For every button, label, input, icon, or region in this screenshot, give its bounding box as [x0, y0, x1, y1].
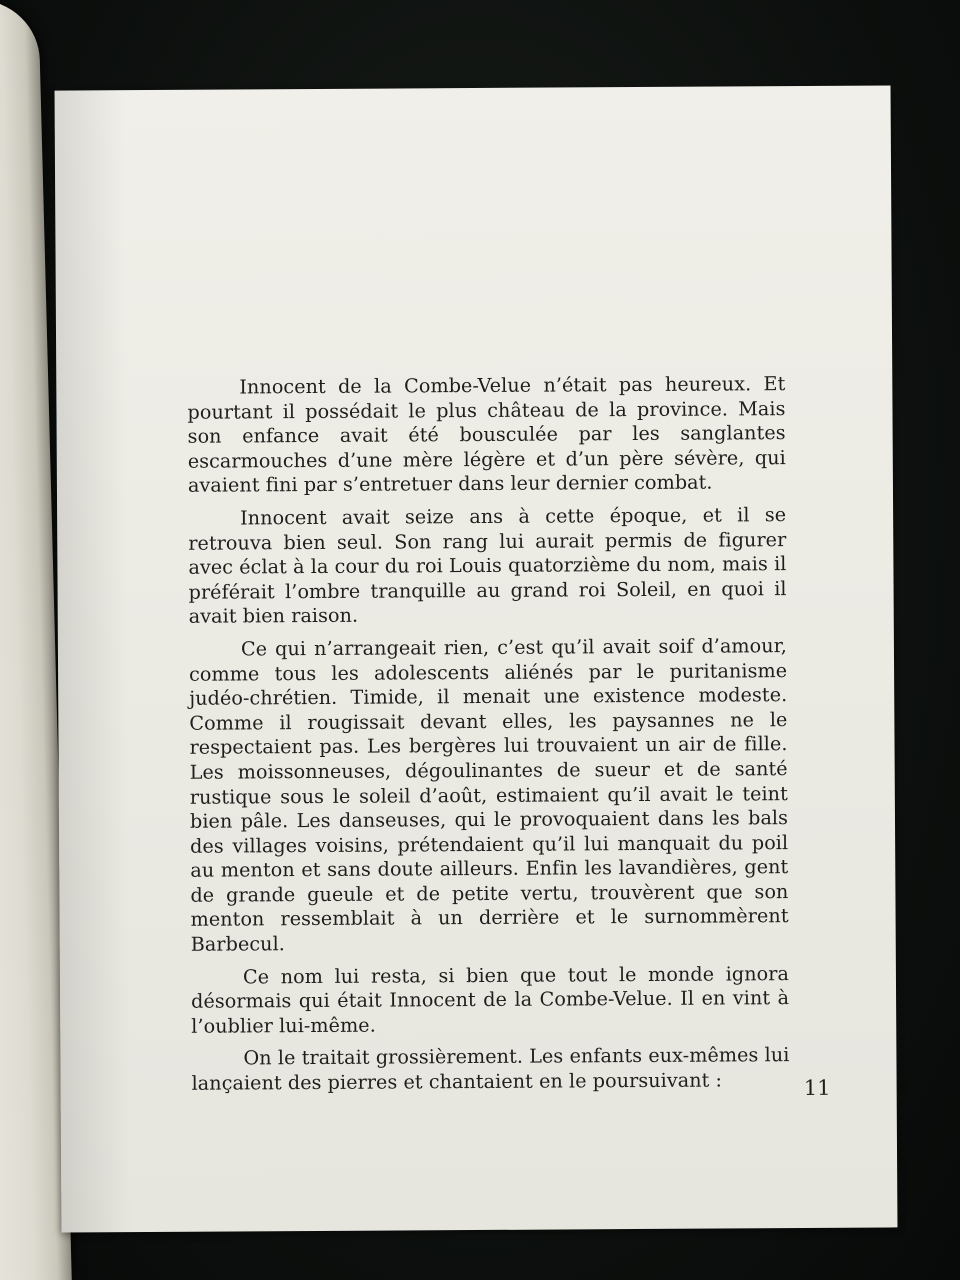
- paragraph-5: On le traitait grossièrement. Les enfants eux-mêmes lui lançaient des pierres et chantaient en le poursuivant :: [191, 1043, 790, 1095]
- body-text: [187, 372, 789, 1104]
- paragraph-1: Innocent de la Combe-Velue n’était pas heureux. Et pourtant il possédait le plus château de la province. Mais son enfance avait été bousculée par les sanglantes escarmouches d’une mère légère et d’un père sévère, qui avaient fini par s’entretuer dans leur dernier combat.: [187, 372, 786, 498]
- book-page: [55, 85, 898, 1232]
- page-gutter-shadow: [55, 90, 132, 1232]
- paragraph-4: Ce nom lui resta, si bien que tout le monde ignora désormais qui était Innocent de la Combe-Velue. Il en vint à l’oublier lui-même.: [191, 961, 790, 1038]
- paragraph-2: Innocent avait seize ans à cette époque, et il se retrouva bien seul. Son rang lui aurait permis de figurer avec éclat à la cour du roi Louis quatorzième du nom, mais il préférait l’ombre tranquille au grand roi Soleil, en quoi il avait bien raison.: [188, 503, 787, 629]
- paragraph-3: Ce qui n’arrangeait rien, c’est qu’il avait soif d’amour, comme tous les adolescents aliénés par le puritanisme judéo-chrétien. Timide, il menait une existence modeste. Comme il rougissait devant elles, les paysannes ne le respectaient pas. Les bergères lui trouvaient un air de fille. Les moissonneuses, dégoulinantes de sueur et de santé rustique sous le soleil d’août, estimaient qu’il avait le teint bien pâle. Les danseuses, qui le provoquaient dans les bals des villages voisins, prétendaient qu’il lui manquait du poil au menton et sans doute ailleurs. Enfin les lavandières, gent de grande gueule et de petite vertu, trouvèrent que son menton ressemblait à un derrière et le surnommèrent Barbecul.: [189, 634, 789, 956]
- page-number: 11: [803, 1075, 831, 1101]
